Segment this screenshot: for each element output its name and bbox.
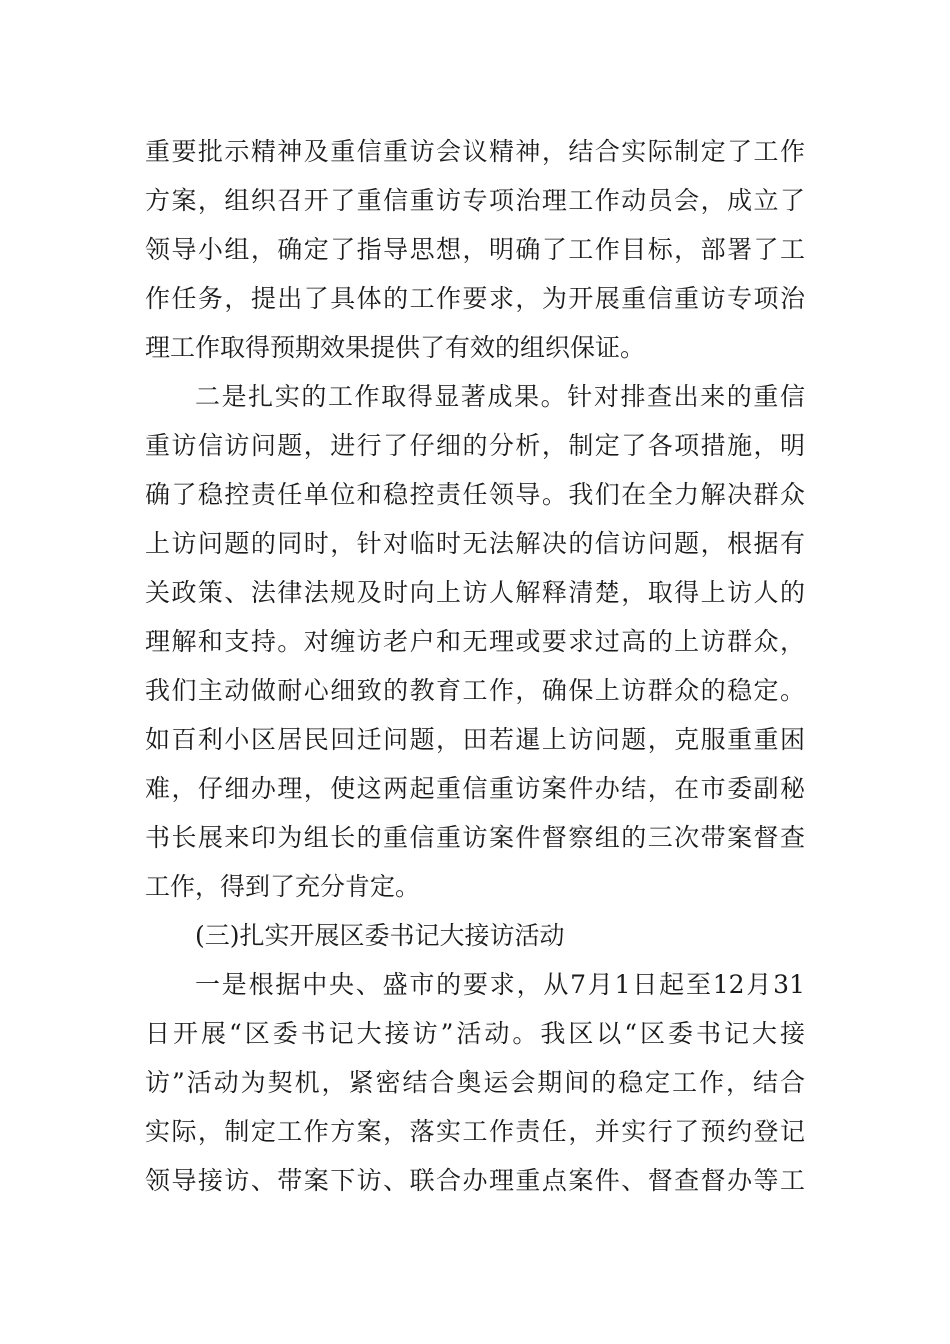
paragraph-1-line: 领导小组，确定了指导思想，明确了工作目标，部署了工 — [145, 235, 805, 264]
paragraph-2-line: 书长展来印为组长的重信重访案件督察组的三次带案督查 — [145, 823, 805, 852]
paragraph-1-line: 理工作取得预期效果提供了有效的组织保证。 — [145, 333, 646, 362]
paragraph-2-line: 理解和支持。对缠访老户和无理或要求过高的上访群众， — [145, 627, 805, 656]
paragraph-2-line: 二是扎实的工作取得显著成果。针对排查出来的重信 — [195, 382, 805, 411]
paragraph-2-line: 上访问题的同时，针对临时无法解决的信访问题，根据有 — [145, 529, 805, 558]
paragraph-2-line: 确了稳控责任单位和稳控责任领导。我们在全力解决群众 — [145, 480, 805, 509]
paragraph-1-line: 方案，组织召开了重信重访专项治理工作动员会，成立了 — [145, 186, 805, 215]
paragraph-2-line: 工作，得到了充分肯定。 — [145, 872, 421, 901]
paragraph-3-line: 一是根据中央、盛市的要求，从7月1日起至12月31 — [195, 970, 805, 999]
paragraph-2-line: 我们主动做耐心细致的教育工作，确保上访群众的稳定。 — [145, 676, 805, 705]
paragraph-1-line: 作任务，提出了具体的工作要求，为开展重信重访专项治 — [145, 284, 805, 313]
paragraph-2-line: 关政策、法律法规及时向上访人解释清楚，取得上访人的 — [145, 578, 805, 607]
paragraph-3-line: 实际，制定工作方案，落实工作责任，并实行了预约登记 — [145, 1117, 805, 1146]
paragraph-2-line: 难，仔细办理，使这两起重信重访案件办结，在市委副秘 — [145, 774, 805, 803]
paragraph-1-line: 重要批示精神及重信重访会议精神，结合实际制定了工作 — [145, 137, 805, 166]
paragraph-3-line: 访”活动为契机，紧密结合奥运会期间的稳定工作，结合 — [145, 1068, 805, 1097]
paragraph-3-line: 日开展“区委书记大接访”活动。我区以“区委书记大接 — [145, 1019, 805, 1048]
paragraph-2-line: 如百利小区居民回迁问题，田若暹上访问题，克服重重困 — [145, 725, 805, 754]
section-heading: (三)扎实开展区委书记大接访活动 — [195, 921, 565, 950]
paragraph-2-line: 重访信访问题，进行了仔细的分析，制定了各项措施，明 — [145, 431, 805, 460]
paragraph-3-line: 领导接访、带案下访、联合办理重点案件、督查督办等工 — [145, 1166, 805, 1195]
